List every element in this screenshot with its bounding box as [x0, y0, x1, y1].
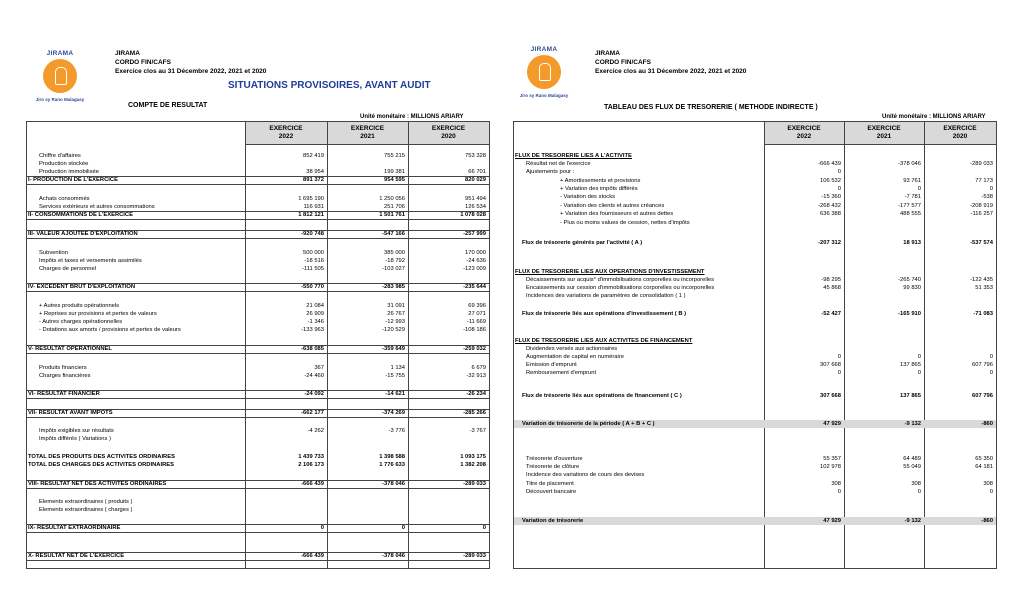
row-value: 1 812 121	[298, 212, 324, 218]
column-header-label: EXERCICE	[350, 125, 385, 132]
row-value: -12 993	[385, 319, 405, 325]
row-value: 1 439 733	[298, 454, 324, 460]
row-label: Remboursement d'emprunt	[526, 370, 597, 376]
row-label: Charges financières	[39, 373, 91, 379]
row-value: 21 084	[306, 303, 324, 309]
row-value: 951 494	[465, 196, 486, 202]
row-value: -920 748	[301, 231, 324, 237]
row-value: 307 668	[820, 362, 841, 368]
row-value: -283 985	[382, 284, 405, 290]
row-value: 51 353	[975, 285, 993, 291]
table-row	[27, 506, 489, 514]
table-row	[514, 337, 996, 345]
row-label: Flux de trésorerie liés aux opérations d'investissement ( B )	[522, 311, 687, 317]
row-value: -18 792	[385, 258, 405, 264]
row-value: -259 032	[463, 346, 486, 352]
row-label: Encaissements sur cession d'immobilisations corporelles ou incorporelles	[526, 285, 715, 291]
row-value: 0	[917, 186, 921, 192]
table-row	[27, 211, 489, 220]
row-label: Variation de trésorerie de la période ( A + B + C )	[522, 421, 655, 427]
row-label: Production stockée	[39, 161, 89, 167]
table-row	[27, 326, 489, 334]
org-name: JIRAMA	[595, 50, 620, 57]
row-value: 308	[983, 481, 993, 487]
table-row	[27, 552, 489, 561]
row-label: + Variation des fournisseurs et autres dettes	[560, 211, 674, 217]
column-header	[764, 125, 844, 141]
row-value: 891 372	[303, 177, 324, 183]
left-header-block	[115, 49, 266, 76]
row-label: II- CONSOMMATIONS DE L'EXERCICE	[28, 212, 133, 218]
row-value: 55 357	[823, 456, 841, 462]
column-header-year: 2020	[441, 133, 456, 140]
row-value: -24 636	[466, 258, 486, 264]
table-row	[27, 427, 489, 435]
row-value: 27 071	[468, 311, 486, 317]
row-label: TOTAL DES PRODUITS DES ACTIVITES ORDINAIRES	[28, 454, 175, 460]
table-row	[514, 471, 996, 479]
row-value: -26 234	[466, 391, 486, 397]
org-name: JIRAMA	[115, 50, 140, 57]
row-value: 106 532	[820, 178, 841, 184]
department: CORDO FIN/CAFS	[115, 59, 171, 66]
row-value: -177 577	[898, 203, 921, 209]
table-row	[27, 283, 489, 292]
row-value: -257 999	[463, 231, 486, 237]
column-header-year: 2020	[952, 133, 968, 140]
row-value: -52 427	[821, 311, 841, 317]
row-value: 137 865	[900, 393, 921, 399]
row-value: -24 092	[304, 391, 324, 397]
row-label: III- VALEUR AJOUTEE D'EXPLOITATION	[28, 231, 138, 237]
row-label: V- RESULTAT OPERATIONNEL	[28, 346, 112, 352]
table-row	[27, 195, 489, 203]
logo-name: JIRAMA	[530, 46, 558, 53]
row-value: 99 830	[903, 285, 921, 291]
row-value: 45 868	[823, 285, 841, 291]
row-label: - Variation des stocks	[560, 194, 615, 200]
jirama-logo	[514, 46, 574, 108]
row-value: 0	[837, 370, 841, 376]
table-row	[27, 364, 489, 372]
row-value: -3 767	[469, 428, 486, 434]
row-value: -103 027	[382, 266, 405, 272]
column-header-year: 2021	[876, 133, 892, 140]
row-value: -3 776	[388, 428, 405, 434]
cash-flow-table	[513, 121, 997, 569]
row-value: 26 767	[387, 311, 405, 317]
table-row	[514, 310, 996, 318]
row-value: -11 669	[466, 319, 486, 325]
row-value: -359 649	[382, 346, 405, 352]
row-value: 55 049	[903, 464, 921, 470]
table-row	[514, 284, 996, 292]
row-value: -638 085	[301, 346, 324, 352]
row-value: -71 083	[973, 311, 993, 317]
row-value: 2 106 173	[298, 462, 324, 468]
row-value: -98 295	[821, 277, 841, 283]
row-value: 0	[320, 525, 324, 531]
row-label: Ajustements pour :	[526, 169, 575, 175]
table-row	[27, 249, 489, 257]
row-value: -285 266	[463, 410, 486, 416]
row-value: 607 796	[972, 362, 993, 368]
row-label: Production immobilisée	[39, 169, 99, 175]
right-unit: Unité monétaire : MILLIONS ARIARY	[882, 114, 986, 120]
row-value: 38 954	[306, 169, 324, 175]
table-row	[514, 276, 996, 284]
table-row	[27, 345, 489, 354]
column-header-year: 2021	[360, 133, 375, 140]
row-label: VI- RESULTAT FINANCIER	[28, 391, 100, 397]
column-header-year: 2022	[278, 133, 294, 140]
row-value: 636 388	[820, 211, 841, 217]
table-row	[27, 318, 489, 326]
table-row	[27, 409, 489, 418]
row-value: -537 574	[970, 240, 993, 246]
row-value: -666 439	[301, 481, 324, 487]
row-value: 199 381	[384, 169, 405, 175]
row-label: VIII- RESULTAT NET DES ACTIVITES ORDINAIRES	[28, 481, 167, 487]
table-row	[514, 488, 996, 496]
table-row	[27, 453, 489, 461]
row-value: -1 346	[307, 319, 324, 325]
row-value: 0	[917, 489, 921, 495]
row-value: 367	[314, 365, 324, 371]
row-label: Incidence des variations de cours des devises	[526, 472, 645, 478]
table-row	[514, 202, 996, 210]
row-value: -538	[981, 194, 993, 200]
row-value: -133 963	[301, 327, 324, 333]
row-value: -289 033	[970, 161, 993, 167]
table-row	[514, 455, 996, 463]
row-value: 64 181	[975, 464, 993, 470]
left-title: COMPTE DE RESULTAT	[128, 102, 208, 109]
row-value: 1 093 175	[460, 454, 486, 460]
row-value: 1 776 633	[379, 462, 405, 468]
column-header	[245, 125, 327, 141]
table-row	[514, 369, 996, 377]
row-value: 308	[911, 481, 921, 487]
table-row	[514, 420, 996, 428]
row-value: -18 516	[304, 258, 324, 264]
table-row	[514, 160, 996, 168]
row-label: FLUX DE TRESORERIE LIES AUX ACTIVITES DE FINANCEMENT	[515, 338, 693, 344]
row-value: 0	[837, 169, 841, 175]
row-value: 0	[837, 186, 841, 192]
row-value: -108 186	[463, 327, 486, 333]
table-row	[514, 361, 996, 369]
table-row	[27, 257, 489, 265]
row-label: Variation de trésorerie	[522, 518, 584, 524]
table-row	[27, 461, 489, 469]
row-value: 170 000	[465, 250, 486, 256]
row-value: 26 909	[306, 311, 324, 317]
row-label: Flux de trésorerie liés aux opérations de financement ( C )	[522, 393, 682, 399]
row-value: -666 439	[301, 553, 324, 559]
row-label: Elements extraordinaires ( produits )	[39, 499, 133, 505]
row-value: -9 132	[904, 518, 921, 524]
left-unit: Unité monétaire : MILLIONS ARIARY	[360, 114, 464, 120]
row-value: 1 382 208	[460, 462, 486, 468]
table-row	[27, 372, 489, 380]
column-header	[408, 125, 489, 141]
row-value: -4 262	[307, 428, 324, 434]
period: Exercice clos au 31 Décembre 2022, 2021 et 2020	[595, 68, 747, 75]
department: CORDO FIN/CAFS	[595, 59, 651, 66]
row-label: + Autres produits opérationnels	[39, 303, 120, 309]
row-value: -111 505	[301, 266, 324, 272]
table-row	[514, 353, 996, 361]
row-value: -374 269	[382, 410, 405, 416]
row-label: Impôts exigibles sur résultats	[39, 428, 114, 434]
column-header-label: EXERCICE	[867, 125, 901, 132]
row-value: 307 668	[820, 393, 841, 399]
table-row	[514, 185, 996, 193]
row-value: 0	[917, 370, 921, 376]
row-label: Achats consommés	[39, 196, 90, 202]
row-label: IV- EXCEDENT BRUT D'EXPLOITATION	[28, 284, 136, 290]
table-row	[514, 345, 996, 353]
table-row	[27, 524, 489, 533]
row-label: Services extérieurs et autres consommations	[39, 204, 155, 210]
row-label: Trésorerie d'ouverture	[526, 456, 583, 462]
table-row	[514, 193, 996, 201]
row-value: -268 432	[818, 203, 841, 209]
row-value: 607 796	[972, 393, 993, 399]
row-value: -120 529	[382, 327, 405, 333]
table-row	[514, 292, 996, 300]
row-label: Subvention	[39, 250, 69, 256]
row-value: 64 489	[903, 456, 921, 462]
row-value: 0	[401, 525, 405, 531]
row-value: 755 215	[384, 153, 405, 159]
row-value: -207 312	[818, 240, 841, 246]
table-row	[514, 239, 996, 247]
row-value: 0	[837, 489, 841, 495]
row-value: 66 701	[468, 169, 486, 175]
row-value: 0	[989, 354, 993, 360]
row-value: 6 679	[471, 365, 486, 371]
table-row	[514, 168, 996, 176]
table-row	[27, 302, 489, 310]
row-label: Découvert bancaire	[526, 489, 577, 495]
row-value: 251 706	[384, 204, 405, 210]
row-value: -14 621	[385, 391, 405, 397]
table-row	[514, 152, 996, 160]
row-label: + Variation des impôts différés	[560, 186, 638, 192]
row-label: Décaissements sur acquis° d'immobilisations corporelles ou incorporelles	[526, 277, 715, 283]
logo-tagline: Jiro sy Rano Malagasy	[35, 97, 85, 102]
row-label: Elements extraordinaires ( charges )	[39, 507, 133, 513]
row-value: 102 978	[820, 464, 841, 470]
row-value: 0	[837, 354, 841, 360]
row-value: 488 555	[900, 211, 921, 217]
row-value: -378 046	[382, 553, 405, 559]
logo-emblem-icon	[43, 59, 77, 93]
row-label: Incidences des variations de paramètres de consolidation ( 1 )	[526, 293, 686, 299]
row-value: 385 000	[384, 250, 405, 256]
row-value: -32 913	[466, 373, 486, 379]
row-label: TOTAL DES CHARGES DES ACTIVITES ORDINAIRES	[28, 462, 175, 468]
row-value: -122 435	[970, 277, 993, 283]
row-value: -7 781	[904, 194, 921, 200]
table-row	[27, 390, 489, 399]
row-value: 0	[989, 489, 993, 495]
row-value: 69 396	[468, 303, 486, 309]
row-value: 0	[989, 186, 993, 192]
table-row	[514, 463, 996, 471]
row-label: - Autres charges opérationnelles	[39, 319, 123, 325]
row-value: -378 046	[898, 161, 921, 167]
table-row	[27, 160, 489, 168]
row-label: Résultat net de l'exercice	[526, 161, 591, 167]
column-header	[924, 125, 996, 141]
row-value: -15 360	[821, 194, 841, 200]
row-value: -123 009	[463, 266, 486, 272]
column-header-label: EXERCICE	[431, 125, 466, 132]
row-value: -165 910	[898, 311, 921, 317]
row-value: 852 419	[303, 153, 324, 159]
period: Exercice clos au 31 Décembre 2022, 2021 et 2020	[115, 68, 267, 75]
row-value: 93 761	[903, 178, 921, 184]
row-value: 500 000	[303, 250, 324, 256]
column-header-label: EXERCICE	[269, 125, 303, 132]
row-value: -289 033	[463, 553, 486, 559]
table-row	[514, 480, 996, 488]
row-value: 126 534	[465, 204, 486, 210]
row-value: -15 755	[385, 373, 405, 379]
row-label: Impôts et taxes et versements assimilés	[39, 258, 142, 264]
jirama-logo	[30, 50, 90, 112]
row-label: - Plus ou moins values de cession, nettes d'impôts	[560, 220, 690, 226]
row-value: 31 091	[387, 303, 405, 309]
column-header	[844, 125, 924, 141]
row-label: Augmentation de capital en numéraire	[526, 354, 624, 360]
row-label: Produits financiers	[39, 365, 87, 371]
row-value: 137 865	[900, 362, 921, 368]
row-value: 1 078 028	[460, 212, 486, 218]
income-statement-table	[26, 121, 490, 569]
row-label: - Variation des clients et autres créances	[560, 203, 665, 209]
row-value: 308	[831, 481, 841, 487]
table-row	[514, 268, 996, 276]
row-value: 0	[917, 354, 921, 360]
status-banner: SITUATIONS PROVISOIRES, AVANT AUDIT	[228, 80, 431, 91]
right-header-block	[595, 49, 746, 76]
column-header-year: 2022	[796, 133, 812, 140]
row-value: -265 740	[898, 277, 921, 283]
row-value: -860	[981, 518, 993, 524]
table-row	[27, 203, 489, 211]
row-label: VII- RESULTAT AVANT IMPOTS	[28, 410, 113, 416]
row-value: 753 328	[465, 153, 486, 159]
row-label: I- PRODUCTION DE L'EXERCICE	[28, 177, 118, 183]
table-row	[514, 392, 996, 400]
column-header	[327, 125, 408, 141]
table-row	[27, 435, 489, 443]
row-value: -24 460	[304, 373, 324, 379]
row-value: 18 913	[903, 240, 921, 246]
row-value: 820 029	[465, 177, 486, 183]
table-row	[27, 168, 489, 176]
row-value: 47 929	[823, 421, 841, 427]
row-label: FLUX DE TRESORERIE LIES A L'ACTIVITE	[515, 153, 632, 159]
row-label: + Reprises sur provisions et pertes de valeurs	[39, 311, 157, 317]
row-value: 1 398 588	[379, 454, 405, 460]
table-row	[514, 210, 996, 218]
logo-emblem-icon	[527, 55, 561, 89]
row-value: -666 439	[818, 161, 841, 167]
row-value: -547 166	[382, 231, 405, 237]
table-row	[27, 176, 489, 185]
row-value: -289 033	[463, 481, 486, 487]
row-label: Flux de trésorerie générés par l'activité ( A )	[522, 240, 643, 246]
table-row	[27, 265, 489, 273]
row-label: Dividendes versés aux actionnaires	[526, 346, 618, 352]
row-label: + Amortissements et provisions	[560, 178, 641, 184]
row-value: 0	[482, 525, 486, 531]
row-value: 47 929	[823, 518, 841, 524]
row-label: - Dotations aux amorts / provisions et pertes de valeurs	[39, 327, 181, 333]
row-value: -378 046	[382, 481, 405, 487]
row-value: 0	[989, 370, 993, 376]
row-value: 1 250 056	[379, 196, 405, 202]
row-value: 954 595	[384, 177, 405, 183]
table-row	[514, 517, 996, 525]
row-value: -116 257	[970, 211, 993, 217]
row-label: Titre de placement	[526, 481, 574, 487]
row-value: -208 919	[970, 203, 993, 209]
row-value: 65 350	[975, 456, 993, 462]
row-value: -9 132	[904, 421, 921, 427]
row-value: 116 931	[303, 204, 324, 210]
row-label: Emission d'emprunt	[526, 362, 577, 368]
row-label: Trésorerie de clôture	[526, 464, 580, 470]
row-value: -550 770	[301, 284, 324, 290]
row-value: -662 177	[301, 410, 324, 416]
row-value: 1 134	[390, 365, 405, 371]
table-row	[27, 230, 489, 239]
right-title: TABLEAU DES FLUX DE TRESORERIE ( METHODE INDIRECTE )	[604, 104, 818, 111]
row-label: X- RESULTAT NET DE L'EXERCICE	[28, 553, 125, 559]
column-header-label: EXERCICE	[943, 125, 977, 132]
row-value: 1 695 190	[298, 196, 324, 202]
table-row	[27, 480, 489, 489]
row-label: FLUX DE TRESORERIE LIES AUX OPERATIONS D'INVESTISSEMENT	[515, 269, 705, 275]
logo-name: JIRAMA	[46, 50, 74, 57]
table-row	[514, 177, 996, 185]
row-value: 1 501 761	[379, 212, 405, 218]
row-value: -235 644	[463, 284, 486, 290]
row-value: 77 173	[975, 178, 993, 184]
logo-tagline: Jiro sy Rano Malagasy	[519, 93, 569, 98]
table-row	[514, 219, 996, 227]
row-label: Impôts différés ( Variations )	[39, 436, 111, 442]
row-label: Charges de personnel	[39, 266, 97, 272]
table-row	[27, 498, 489, 506]
row-value: -860	[981, 421, 993, 427]
column-header-label: EXERCICE	[787, 125, 821, 132]
table-row	[27, 310, 489, 318]
row-label: Chiffre d'affaires	[39, 153, 81, 159]
row-label: IX- RESULTAT EXTRAORDINAIRE	[28, 525, 121, 531]
table-row	[27, 152, 489, 160]
